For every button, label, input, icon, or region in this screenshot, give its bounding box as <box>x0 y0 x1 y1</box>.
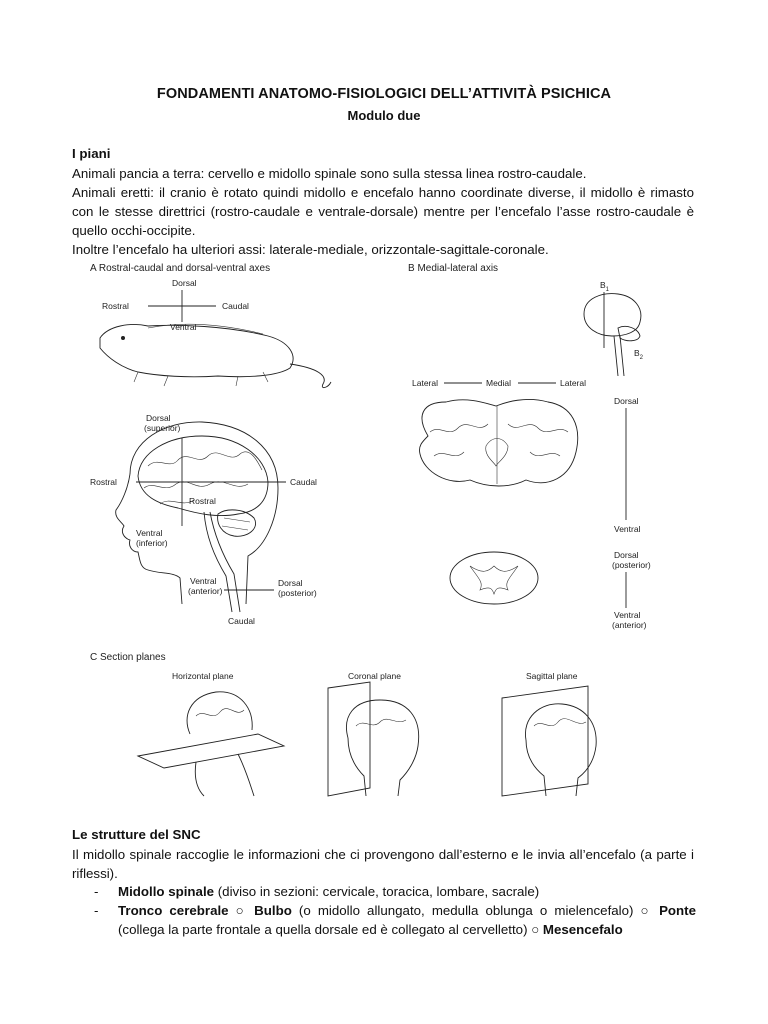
b2-label: $B_2$ <box>634 348 644 361</box>
human-rostral-label: Rostral <box>90 477 117 487</box>
list-item-text: (diviso in sezioni: cervicale, toracica, lombare, sacrale) <box>214 884 540 899</box>
paragraph-strutture-intro: Il midollo spinale raccoglie le informazioni che ci provengono dall’esterno e le invia all’encefalo (a parte i riflessi). <box>72 847 694 881</box>
sagittal-plane-illustration <box>502 686 596 796</box>
rat-ventral-label: Ventral <box>170 322 197 332</box>
term-tronco-cerebrale: Tronco cerebrale <box>118 903 229 918</box>
list-item-text: (collega la parte frontale a quella dorsale ed è collegato al cervelletto) ○ <box>118 922 543 937</box>
document-subtitle: Modulo due <box>347 108 421 123</box>
human-caudal-label: Caudal <box>290 477 317 487</box>
small-brain-illustration <box>584 292 641 376</box>
b-ventral2-label: Ventral <box>614 610 641 620</box>
term-midollo-spinale: Midollo spinale <box>118 884 215 899</box>
anatomy-axes-figure <box>78 256 651 800</box>
panel-b-title: B Medial-lateral axis <box>408 263 499 274</box>
list-item-text: ○ <box>228 903 255 918</box>
medial-label: Medial <box>486 378 512 388</box>
human-posterior-label: (posterior) <box>278 588 317 598</box>
rat-caudal-label: Caudal <box>222 301 249 311</box>
spinal-cord-section <box>450 552 538 604</box>
section-heading-strutture: Le strutture del SNC <box>72 827 201 842</box>
paragraph-line-3: Inoltre l’encefalo ha ulteriori assi: laterale-mediale, orizzontale-sagittale-coronale. <box>72 242 549 257</box>
human-inferior-label: (inferior) <box>136 538 168 548</box>
b-dorsal2-label: Dorsal <box>614 550 639 560</box>
panel-a-title: A Rostral-caudal and dorsal-ventral axes <box>90 263 271 274</box>
term-bulbo: Bulbo <box>254 903 292 918</box>
b-ventral-label: Ventral <box>614 524 641 534</box>
b1-label: $B_1$ <box>600 280 610 293</box>
b-anterior-label: (anterior) <box>612 620 647 630</box>
term-ponte: Ponte <box>659 903 696 918</box>
paragraph-line-2: Animali eretti: il cranio è rotato quindi midollo e encefalo hanno coordinate diverse, il midollo è rimasto con le stesse direttrici (rostro-caudale e ventrale-dorsale) mentre per l’encefalo l’asse rostro-caudale è quello occhi-occipite. <box>72 185 694 238</box>
b-posterior-label: (posterior) <box>612 560 651 570</box>
list-item-text: (o midollo allungato, medulla oblunga o mielencefalo) ○ <box>291 903 660 918</box>
human-superior-label: (superior) <box>144 423 181 433</box>
human-caudal-bottom-label: Caudal <box>228 616 255 626</box>
section-heading-piani: I piani <box>72 146 111 161</box>
human-rostral-inner-label: Rostral <box>189 496 216 506</box>
bullet-dash: - <box>94 884 99 899</box>
paragraph-line-1: Animali pancia a terra: cervello e midollo spinale sono sulla stessa linea rostro-caudale. <box>72 166 587 181</box>
horizontal-plane-illustration <box>138 692 284 796</box>
b-dorsal-label: Dorsal <box>614 396 639 406</box>
document-title: FONDAMENTI ANATOMO-FISIOLOGICI DELL’ATTIVITÀ PSICHICA <box>156 86 612 102</box>
list-item <box>72 882 696 901</box>
sagittal-plane-label: Sagittal plane <box>526 671 578 681</box>
lateral-left-label: Lateral <box>412 378 438 388</box>
rat-rostral-label: Rostral <box>102 301 129 311</box>
rat-dorsal-label: Dorsal <box>172 278 197 288</box>
horizontal-plane-label: Horizontal plane <box>172 671 234 681</box>
lateral-right-label: Lateral <box>560 378 586 388</box>
term-mesencefalo: Mesencefalo <box>542 922 623 937</box>
coronal-plane-label: Coronal plane <box>348 671 401 681</box>
bullet-dash: - <box>94 903 99 918</box>
human-anterior-label: (anterior) <box>188 586 223 596</box>
panel-c-title: C Section planes <box>90 652 166 663</box>
rat-illustration <box>100 324 331 387</box>
list-item <box>72 901 696 939</box>
coronal-plane-illustration <box>328 682 419 796</box>
coronal-brain-section <box>419 399 577 486</box>
human-ventral-label: Ventral <box>136 528 163 538</box>
human-dorsal-label: Dorsal <box>146 413 171 423</box>
structures-list <box>72 882 696 939</box>
human-dorsal-posterior-label: Dorsal <box>278 578 303 588</box>
human-ventral-anterior-label: Ventral <box>190 576 217 586</box>
